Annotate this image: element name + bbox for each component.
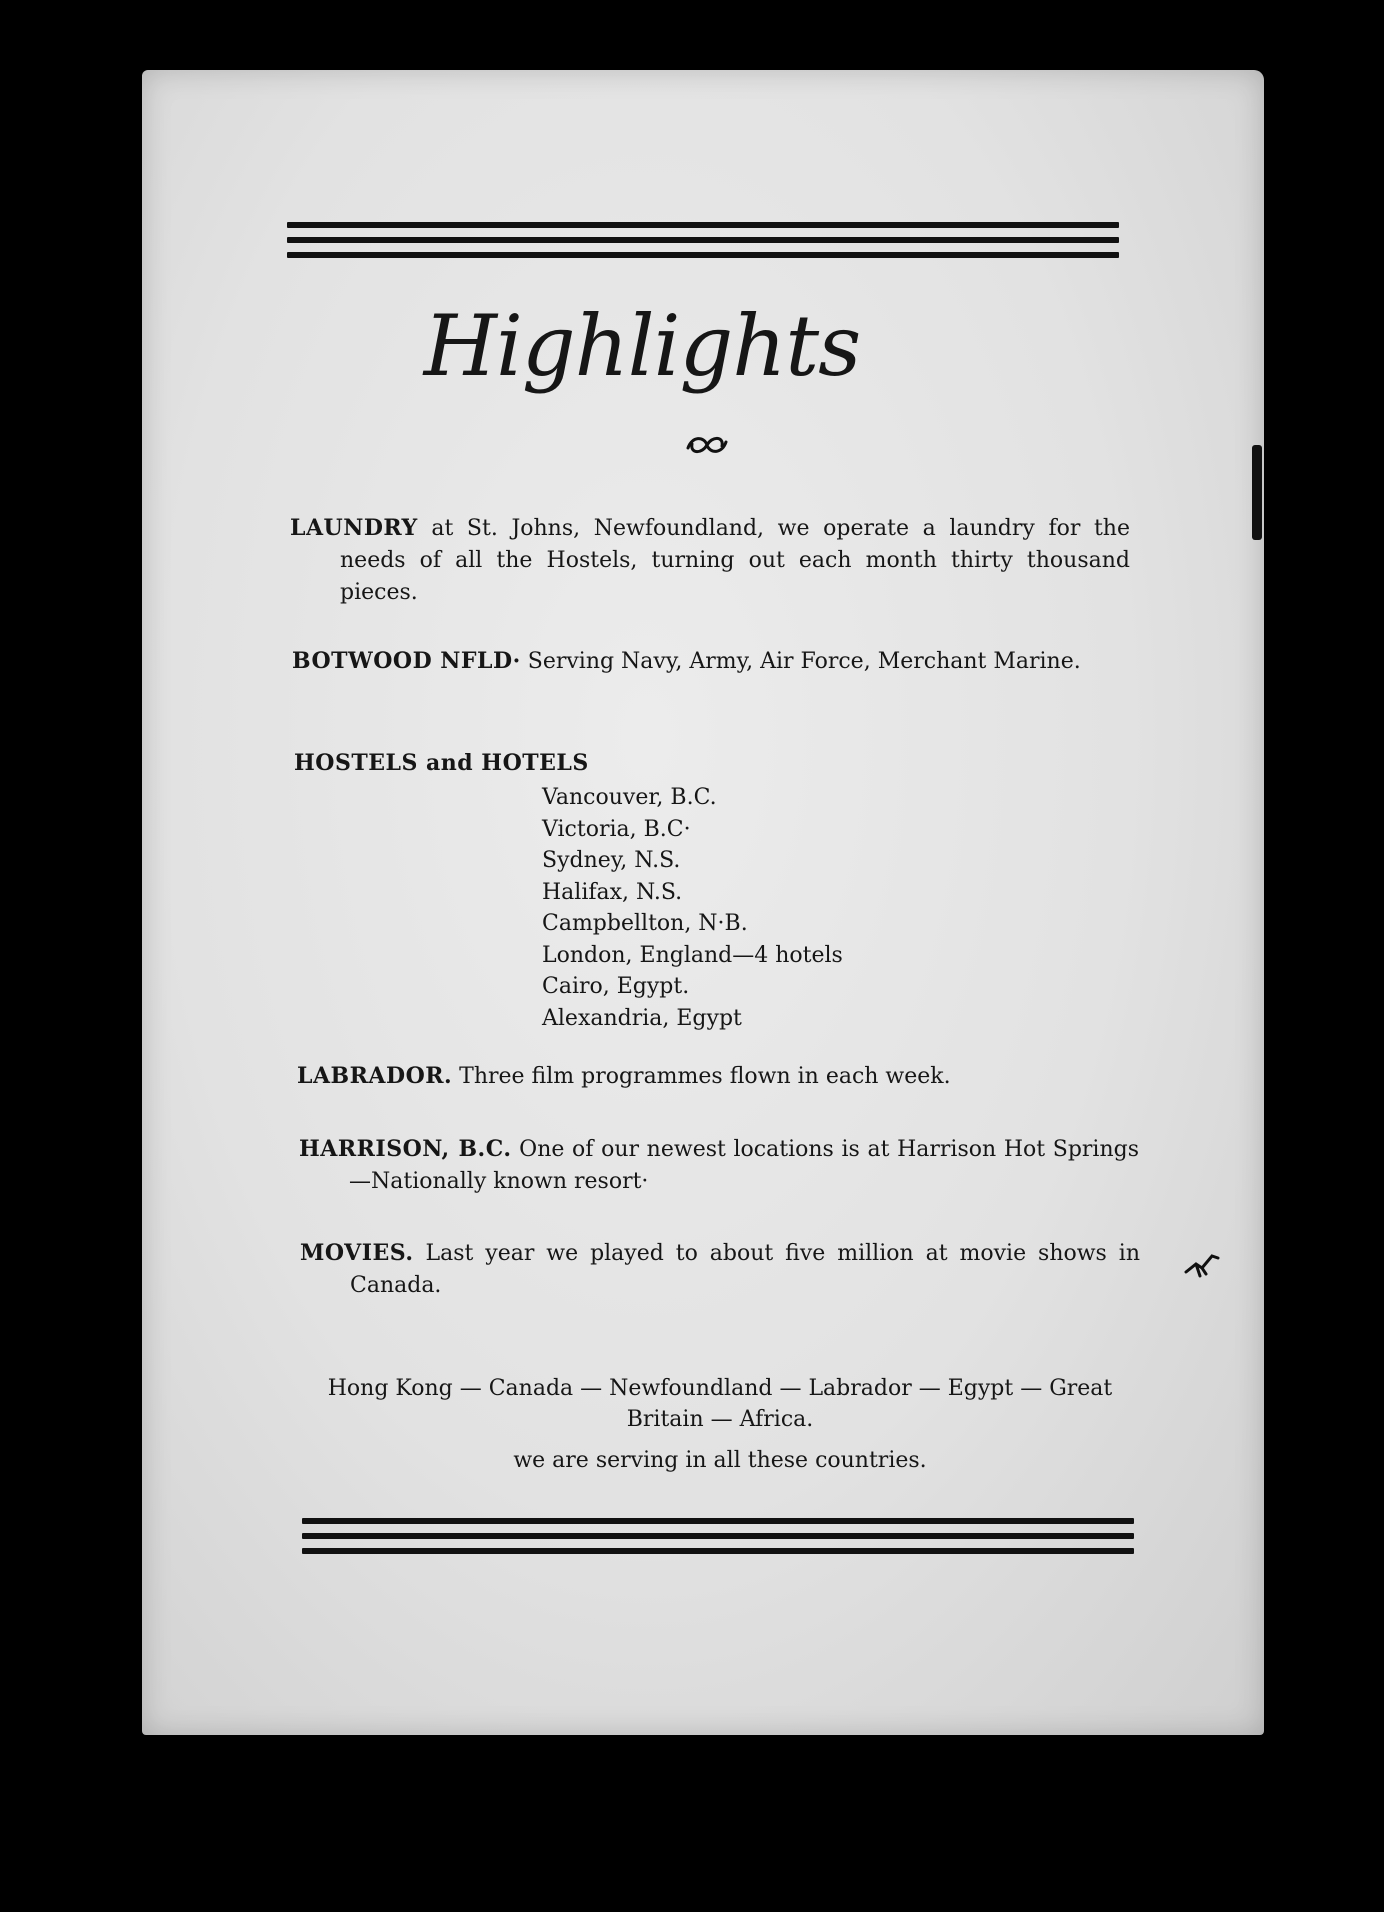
- labrador-text: Three film programmes flown in each week.: [452, 1064, 951, 1089]
- ornament-icon: [682, 430, 732, 460]
- list-item: Cairo, Egypt.: [542, 974, 690, 999]
- movies-entry: [300, 1237, 1140, 1302]
- list-item: Campbellton, N·B.: [542, 911, 748, 936]
- list-item: Vancouver, B.C.: [542, 785, 717, 810]
- hostels-location-list: [542, 782, 843, 1034]
- top-triple-rule: [287, 222, 1119, 262]
- ink-mark-icon: [1182, 1250, 1222, 1280]
- countries-line: Hong Kong — Canada — Newfoundland — Labrador — Egypt — Great Britain — Africa.: [327, 1376, 1113, 1432]
- harrison-text: One of our newest locations is at Harrison Hot Springs—Nationally known resort·: [349, 1137, 1139, 1194]
- list-item: London, England—4 hotels: [542, 942, 843, 968]
- list-item: Halifax, N.S.: [542, 879, 683, 905]
- harrison-heading: HARRISON, B.C.: [299, 1136, 512, 1162]
- page-edge-mark: [1252, 445, 1262, 540]
- page-title: Highlights: [423, 297, 861, 395]
- list-item: Alexandria, Egypt: [542, 1005, 742, 1031]
- botwood-text: Serving Navy, Army, Air Force, Merchant Marine.: [520, 649, 1081, 674]
- harrison-entry: [299, 1133, 1139, 1198]
- movies-text: Last year we played to about five million at movie shows in Canada.: [350, 1241, 1140, 1298]
- document-page: [142, 70, 1264, 1735]
- serving-line: we are serving in all these countries.: [513, 1448, 927, 1473]
- laundry-entry: [290, 512, 1130, 609]
- list-item: Victoria, B.C·: [542, 816, 691, 842]
- labrador-entry: [297, 1060, 1137, 1093]
- bottom-triple-rule: [302, 1518, 1134, 1558]
- hostels-heading: HOSTELS and HOTELS: [294, 750, 589, 776]
- botwood-entry: [292, 645, 1130, 678]
- labrador-heading: LABRADOR.: [297, 1063, 453, 1089]
- movies-heading: MOVIES.: [300, 1240, 414, 1266]
- list-item: Sydney, N.S.: [542, 848, 681, 873]
- botwood-heading: BOTWOOD NFLD·: [292, 648, 521, 674]
- laundry-text: at St. Johns, Newfoundland, we operate a laundry for the needs of all the Hostels, turning out each month thirty thousand pieces.: [340, 516, 1130, 605]
- laundry-heading: LAUNDRY: [290, 515, 418, 541]
